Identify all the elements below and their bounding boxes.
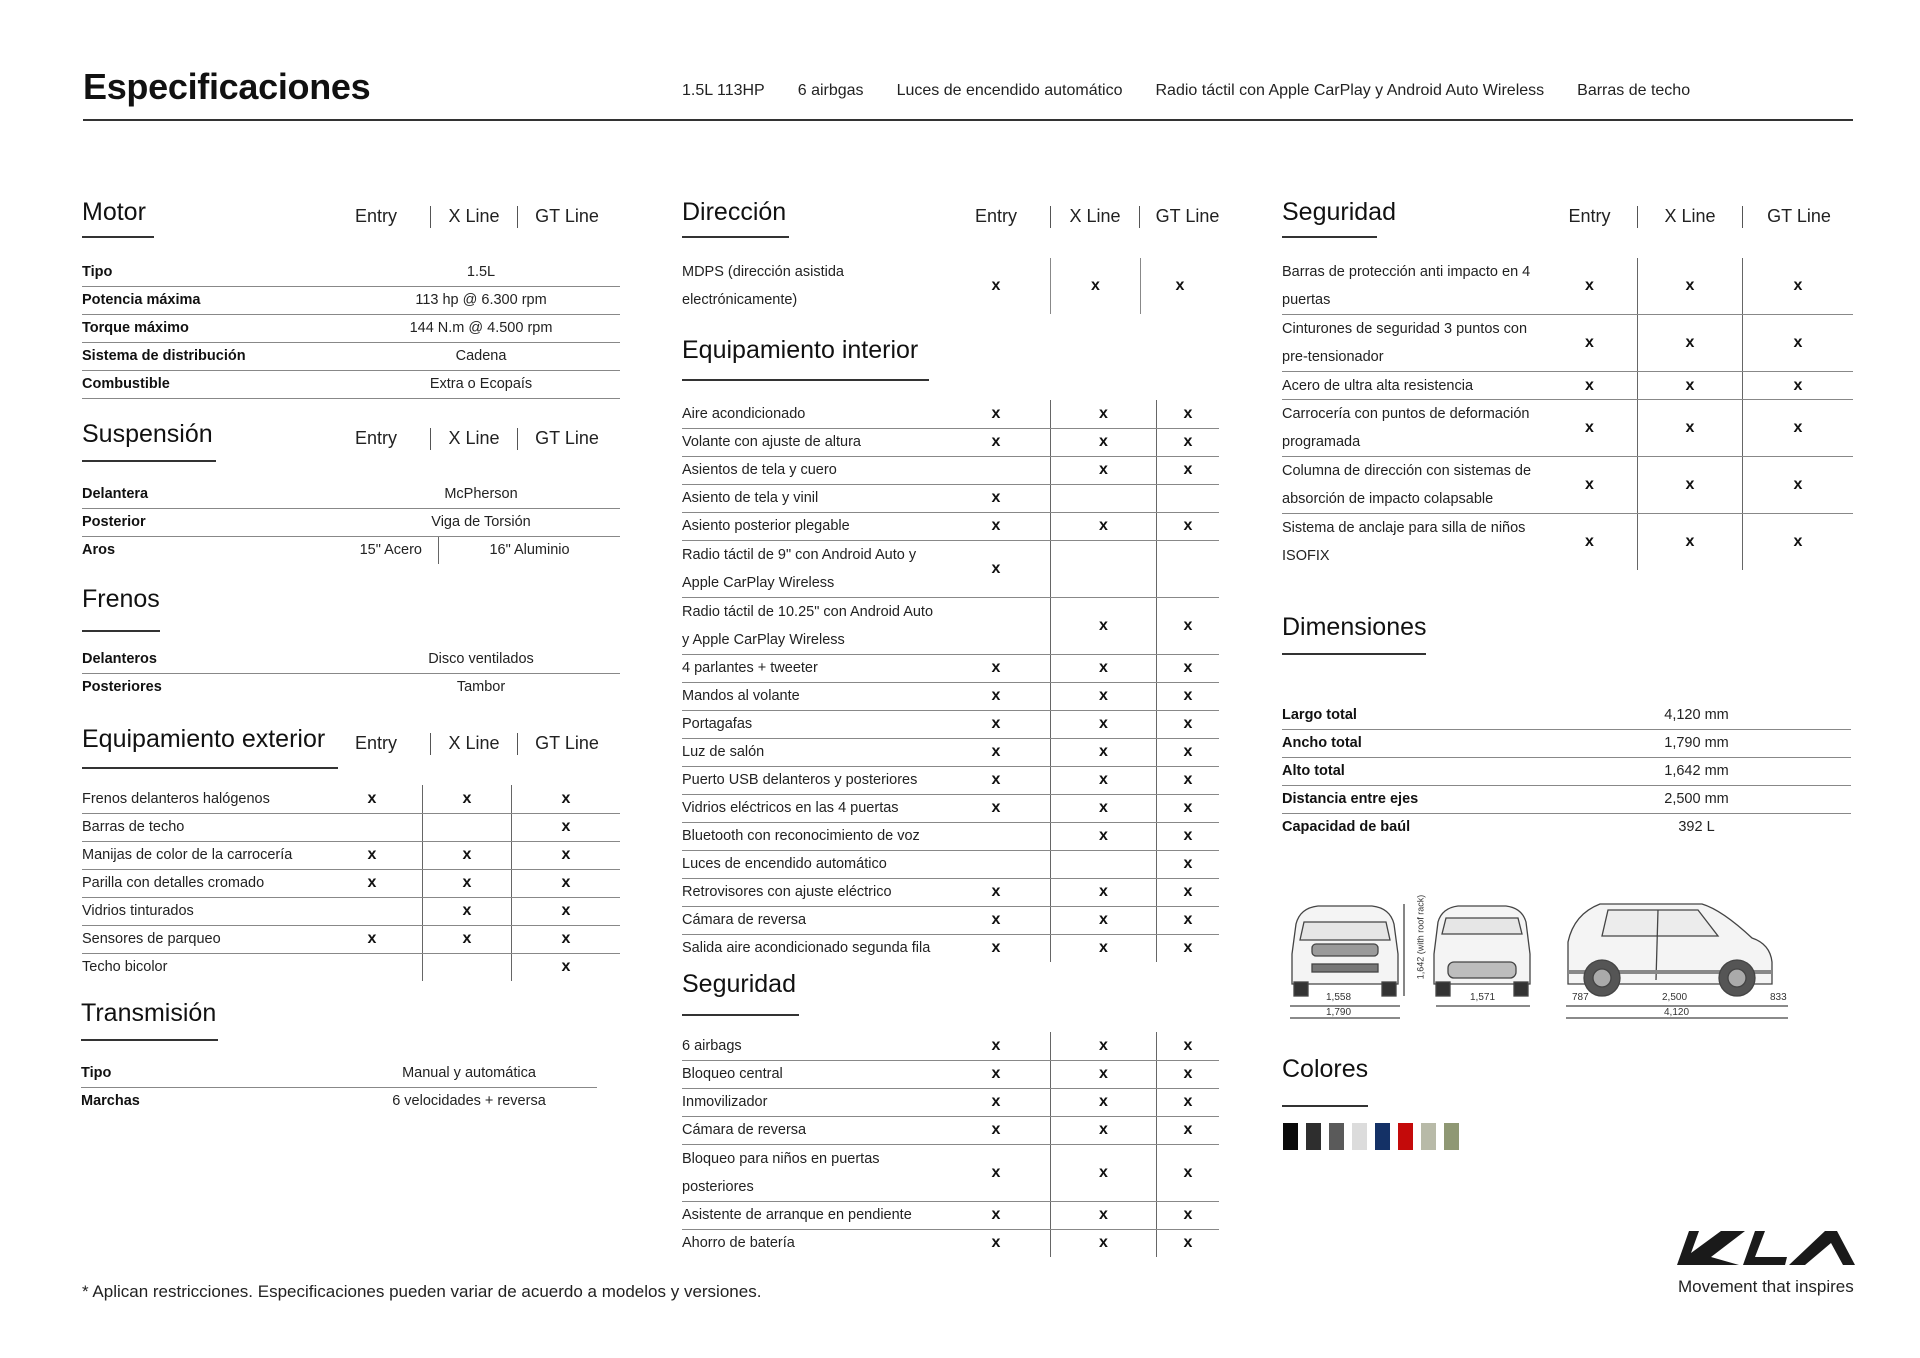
gtline-mark: x: [1157, 456, 1220, 484]
kia-logo-icon: [1677, 1225, 1855, 1269]
spec-label: Sistema de distribución: [82, 342, 342, 370]
gtline-mark: x: [1157, 1201, 1220, 1229]
gtline-mark: x: [1157, 428, 1220, 456]
xline-mark: x: [1051, 934, 1157, 962]
frenos-table: [82, 645, 620, 701]
trim-header: [322, 206, 616, 228]
section-underline: [1282, 1105, 1368, 1107]
entry-mark: x: [991, 939, 1001, 957]
spec-value: 1,642 mm: [1542, 757, 1851, 785]
section-underline: [82, 236, 154, 238]
trim-xline: X Line: [448, 206, 500, 226]
entry-mark: [322, 953, 423, 981]
spec-value: Tambor: [456, 679, 506, 696]
trim-xline: X Line: [448, 733, 500, 753]
spec-value: Disco ventilados: [342, 645, 620, 673]
xline-mark: x: [1051, 258, 1141, 314]
section-title: Seguridad: [682, 970, 796, 998]
xline-mark: x: [1051, 738, 1157, 766]
trim-entry: Entry: [1568, 206, 1611, 226]
gtline-mark: x: [1157, 654, 1220, 682]
spec-label: Tipo: [82, 258, 342, 286]
entry-mark: x: [1542, 315, 1638, 372]
trim-header: [322, 428, 616, 450]
spec-value: 1,790 mm: [1542, 729, 1851, 757]
front-width-label: 1,790: [1326, 1007, 1352, 1018]
entry-mark: x: [942, 1116, 1051, 1144]
spec-label: Aros: [82, 542, 116, 559]
trim-gtline: GT Line: [535, 206, 599, 226]
trim-header: [942, 206, 1235, 228]
entry-mark: x: [942, 1060, 1051, 1088]
spec-label: Combustible: [82, 370, 342, 398]
xline-mark: x: [1638, 514, 1743, 571]
xline-mark: x: [1051, 456, 1157, 484]
trim-gtline: GT Line: [1767, 206, 1831, 226]
gtline-mark: x: [1157, 794, 1220, 822]
color-swatches: [1283, 1123, 1459, 1150]
rear-track-label: 1,571: [1470, 992, 1496, 1003]
spec-value: 4,120 mm: [1542, 701, 1851, 729]
feature-label: Cinturones de seguridad 3 puntos con pre-tensionador: [1282, 315, 1542, 372]
height-label: 1,642 (with roof rack): [1415, 894, 1426, 980]
xline-mark: [1051, 540, 1157, 597]
xline-mark: x: [1051, 1060, 1157, 1088]
transmision-table: [81, 1059, 597, 1115]
feature-label: Carrocería con puntos de deformación programada: [1282, 400, 1542, 457]
xline-mark: x: [1051, 428, 1157, 456]
gtline-mark: x: [512, 925, 621, 953]
spec-value: 113 hp @ 6.300 rpm: [342, 286, 620, 314]
spec-value: 144 N.m @ 4.500 rpm: [342, 314, 620, 342]
feature-label: Barras de protección anti impacto en 4 puertas: [1282, 258, 1542, 315]
feature-label: Bluetooth con reconocimiento de voz: [682, 822, 942, 850]
xline-mark: x: [1051, 878, 1157, 906]
xline-mark: x: [1051, 710, 1157, 738]
spec-value: Manual y automática: [341, 1059, 597, 1087]
entry-mark: x: [942, 906, 1051, 934]
feature-label: Manijas de color de la carrocería: [82, 841, 322, 869]
entry-mark: x: [991, 277, 1001, 294]
gtline-mark: x: [1157, 682, 1220, 710]
xline-mark: [1051, 484, 1157, 512]
suspension-table: [82, 480, 620, 564]
section-title: Seguridad: [1282, 198, 1396, 226]
xline-mark: x: [423, 869, 512, 897]
rear-overhang-label: 833: [1770, 992, 1787, 1003]
entry-mark: [942, 822, 1051, 850]
gtline-mark: x: [1157, 934, 1220, 962]
section-motor: [82, 198, 620, 399]
spec-label: Alto total: [1282, 757, 1542, 785]
feature-label: Bloqueo para niños en puertas posteriores: [682, 1144, 942, 1201]
aros-other-value: 16" Aluminio: [439, 536, 621, 564]
entry-mark: x: [942, 1088, 1051, 1116]
entry-mark: [942, 456, 1051, 484]
color-swatch-red[interactable]: [1398, 1123, 1413, 1150]
feature-label: Puerto USB delanteros y posteriores: [682, 766, 942, 794]
trim-xline: X Line: [1664, 206, 1716, 226]
gtline-mark: x: [1743, 457, 1854, 514]
trim-entry: Entry: [354, 428, 397, 448]
feature-label: Luz de salón: [682, 738, 942, 766]
section-underline: [81, 1039, 218, 1041]
gtline-mark: x: [1157, 766, 1220, 794]
entry-mark: x: [942, 710, 1051, 738]
color-swatch-dark-gray[interactable]: [1306, 1123, 1321, 1150]
feature-label: Vidrios eléctricos en las 4 puertas: [682, 794, 942, 822]
entry-mark: x: [942, 1201, 1051, 1229]
gtline-mark: x: [1157, 1088, 1220, 1116]
gtline-mark: x: [1157, 1144, 1220, 1201]
entry-mark: x: [942, 1032, 1051, 1060]
gtline-mark: x: [1157, 512, 1220, 540]
entry-mark: x: [1542, 372, 1638, 400]
feature-label: Parilla con detalles cromado: [82, 869, 322, 897]
section-title: Suspensión: [82, 420, 213, 448]
feature-label: Retrovisores con ajuste eléctrico: [682, 878, 942, 906]
gtline-mark: x: [1157, 1229, 1220, 1257]
section-title: Frenos: [82, 585, 160, 613]
trim-xline: X Line: [448, 428, 500, 448]
spec-value: Cadena: [342, 342, 620, 370]
entry-mark: x: [942, 540, 1051, 597]
feature-label: Portagafas: [682, 710, 942, 738]
section-title: Motor: [82, 198, 146, 226]
entry-mark: x: [1542, 457, 1638, 514]
feature-label: Inmovilizador: [682, 1088, 942, 1116]
entry-mark: x: [942, 794, 1051, 822]
xline-mark: x: [1051, 512, 1157, 540]
kia-logo: [1677, 1225, 1855, 1274]
trim-header: [1542, 206, 1855, 228]
section-colores: [1282, 1055, 1582, 1103]
trim-xline: X Line: [1069, 206, 1121, 226]
feature-label: Salida aire acondicionado segunda fila: [682, 940, 931, 957]
feature-label: Columna de dirección con sistemas de absorción de impacto colapsable: [1282, 457, 1542, 514]
feature-label: Bloqueo central: [682, 1060, 942, 1088]
feature-label: Luces de encendido automático: [682, 850, 942, 878]
feature-label: Acero de ultra alta resistencia: [1282, 372, 1542, 400]
feature-label: Sistema de anclaje para silla de niños ISOFIX: [1282, 520, 1526, 564]
xline-mark: x: [1051, 654, 1157, 682]
xline-mark: [423, 953, 512, 981]
gtline-mark: x: [1743, 514, 1854, 571]
entry-mark: [942, 597, 1051, 654]
gtline-mark: x: [512, 897, 621, 925]
gtline-mark: x: [1157, 1032, 1220, 1060]
entry-mark: x: [1542, 400, 1638, 457]
trim-entry: Entry: [354, 206, 397, 226]
xline-mark: x: [1051, 682, 1157, 710]
entry-mark: x: [942, 766, 1051, 794]
entry-mark: [322, 813, 423, 841]
feature-label: MDPS (dirección asistida electrónicamente): [682, 264, 844, 308]
aros-entry-value: 15" Acero: [359, 542, 422, 559]
xline-mark: [423, 813, 512, 841]
feature-label: Volante con ajuste de altura: [682, 428, 942, 456]
entry-mark: x: [942, 400, 1051, 428]
spec-value: 2,500 mm: [1542, 785, 1851, 813]
spec-label: Ancho total: [1282, 729, 1542, 757]
xline-mark: x: [1051, 1032, 1157, 1060]
trim-entry: Entry: [354, 733, 397, 753]
entry-mark: x: [942, 1144, 1051, 1201]
trim-entry: Entry: [974, 206, 1017, 226]
xline-mark: x: [1051, 1144, 1157, 1201]
feature-label: Asiento de tela y vinil: [682, 484, 942, 512]
gtline-mark: x: [512, 813, 621, 841]
spec-label: Torque máximo: [82, 314, 342, 342]
seguridad-mid-table: [682, 1032, 1219, 1257]
gtline-mark: x: [1157, 1060, 1220, 1088]
entry-mark: x: [991, 1234, 1001, 1252]
gtline-mark: [1157, 540, 1220, 597]
spec-value: 1.5L: [342, 258, 620, 286]
section-equip-exterior: [82, 725, 620, 981]
color-swatch-beige[interactable]: [1421, 1123, 1436, 1150]
xline-mark: x: [1638, 372, 1743, 400]
xline-mark: x: [423, 897, 512, 925]
section-underline: [682, 379, 929, 381]
feature-label: Asiento posterior plegable: [682, 512, 942, 540]
feature-label: Frenos delanteros halógenos: [82, 785, 322, 813]
gtline-mark: x: [1157, 597, 1220, 654]
spec-label: Posterior: [82, 508, 342, 536]
entry-mark: x: [1542, 258, 1638, 315]
trim-gtline: GT Line: [1155, 206, 1220, 226]
feature-label: Techo bicolor: [82, 959, 168, 976]
page-title: Especificaciones: [83, 66, 371, 107]
xline-mark: x: [1051, 400, 1157, 428]
entry-mark: x: [1585, 533, 1594, 550]
gtline-mark: x: [512, 785, 621, 813]
feature-label: Cámara de reversa: [682, 1116, 942, 1144]
section-direccion: [682, 198, 1219, 314]
xline-mark: x: [1051, 794, 1157, 822]
highlights-bar: [682, 82, 1690, 100]
footnote: * Aplican restricciones. Especificaciones pueden variar de acuerdo a modelos y versiones.: [82, 1282, 762, 1301]
entry-mark: x: [942, 484, 1051, 512]
entry-mark: x: [942, 512, 1051, 540]
color-swatch-black[interactable]: [1283, 1123, 1298, 1150]
length-label: 4,120: [1664, 1007, 1690, 1018]
section-underline: [82, 630, 160, 632]
gtline-mark: x: [1157, 400, 1220, 428]
gtline-mark: x: [1157, 906, 1220, 934]
section-suspension: [82, 420, 620, 564]
highlight-item: Luces de encendido automático: [896, 82, 1123, 99]
gtline-mark: x: [1157, 1116, 1220, 1144]
front-track-label: 1,558: [1326, 992, 1352, 1003]
entry-mark: x: [942, 738, 1051, 766]
spec-label: Potencia máxima: [82, 286, 342, 314]
xline-mark: x: [423, 785, 512, 813]
car-dimension-diagram: [1282, 892, 1802, 1024]
trim-gtline: GT Line: [535, 428, 599, 448]
trim-gtline: GT Line: [535, 733, 599, 753]
xline-mark: x: [1051, 1201, 1157, 1229]
xline-mark: x: [1051, 1116, 1157, 1144]
xline-mark: x: [1051, 1088, 1157, 1116]
spec-value: Extra o Ecopaís: [342, 370, 620, 398]
spec-value: 392 L: [1678, 819, 1715, 836]
entry-mark: x: [942, 654, 1051, 682]
section-underline: [1282, 653, 1426, 655]
entry-mark: x: [942, 878, 1051, 906]
gtline-mark: x: [1157, 710, 1220, 738]
direccion-table: [682, 258, 1219, 314]
section-frenos: [82, 585, 620, 701]
feature-label: Sensores de parqueo: [82, 925, 322, 953]
gtline-mark: x: [1743, 400, 1854, 457]
xline-mark: x: [1051, 1229, 1157, 1257]
entry-mark: x: [322, 841, 423, 869]
section-seguridad-mid: [682, 970, 1219, 1257]
highlight-item: Radio táctil con Apple CarPlay y Android Auto Wireless: [1155, 82, 1545, 99]
gtline-mark: x: [1157, 822, 1220, 850]
section-underline: [82, 767, 338, 769]
color-swatch-blue[interactable]: [1375, 1123, 1390, 1150]
xline-mark: x: [1051, 822, 1157, 850]
section-title: Colores: [1282, 1055, 1369, 1083]
spec-label: Marchas: [81, 1093, 140, 1110]
feature-label: 4 parlantes + tweeter: [682, 654, 942, 682]
spec-value: Viga de Torsión: [342, 508, 620, 536]
section-transmision: [81, 999, 597, 1115]
motor-table: [82, 258, 620, 399]
entry-mark: x: [942, 682, 1051, 710]
xline-mark: x: [1638, 258, 1743, 315]
section-title: Dirección: [682, 198, 787, 226]
highlight-item: Barras de techo: [1577, 82, 1691, 99]
xline-mark: x: [1051, 597, 1157, 654]
equip-interior-table: [682, 400, 1219, 962]
spec-label: Largo total: [1282, 701, 1542, 729]
spec-value: McPherson: [342, 480, 620, 508]
gtline-mark: [1157, 484, 1220, 512]
gtline-mark: x: [1157, 878, 1220, 906]
feature-label: Ahorro de batería: [682, 1235, 795, 1252]
xline-mark: x: [1638, 457, 1743, 514]
xline-mark: [1051, 850, 1157, 878]
gtline-mark: x: [1743, 372, 1854, 400]
seguridad-right-table: [1282, 258, 1853, 570]
feature-label: Asistente de arranque en pendiente: [682, 1201, 942, 1229]
gtline-mark: x: [1141, 258, 1220, 314]
spec-label: Delantera: [82, 480, 342, 508]
color-swatch-olive[interactable]: [1444, 1123, 1459, 1150]
section-underline: [82, 460, 216, 462]
spec-label: Capacidad de baúl: [1282, 819, 1411, 836]
feature-label: Barras de techo: [82, 813, 322, 841]
xline-mark: x: [1638, 400, 1743, 457]
spec-label: Delanteros: [82, 645, 342, 673]
entry-mark: x: [322, 869, 423, 897]
gtline-mark: x: [512, 841, 621, 869]
gtline-mark: x: [1157, 738, 1220, 766]
trim-header: [322, 733, 616, 755]
highlight-item: 6 airbgas: [797, 82, 864, 99]
equip-exterior-table: [82, 785, 620, 981]
gtline-mark: x: [1157, 850, 1220, 878]
color-swatch-white[interactable]: [1352, 1123, 1367, 1150]
section-equip-interior: [682, 336, 1219, 962]
entry-mark: x: [322, 925, 423, 953]
section-underline: [682, 236, 789, 238]
feature-label: Cámara de reversa: [682, 906, 942, 934]
feature-label: 6 airbags: [682, 1032, 942, 1060]
header-divider: [83, 119, 1853, 121]
spec-label: Posteriores: [82, 679, 162, 696]
entry-mark: [322, 897, 423, 925]
feature-label: Radio táctil de 9" con Android Auto y Apple CarPlay Wireless: [682, 540, 942, 597]
section-underline: [682, 1014, 799, 1016]
car-outline-icon: [1282, 892, 1802, 1024]
wheelbase-label: 2,500: [1662, 992, 1688, 1003]
section-title: Dimensiones: [1282, 613, 1427, 641]
feature-label: Vidrios tinturados: [82, 897, 322, 925]
xline-mark: x: [1638, 315, 1743, 372]
entry-mark: x: [322, 785, 423, 813]
feature-label: Aire acondicionado: [682, 400, 942, 428]
section-seguridad-right: [1282, 198, 1853, 570]
entry-mark: [942, 850, 1051, 878]
feature-label: Radio táctil de 10.25" con Android Auto y Apple CarPlay Wireless: [682, 597, 942, 654]
gtline-mark: x: [1743, 258, 1854, 315]
xline-mark: x: [1051, 766, 1157, 794]
section-dimensiones: [1282, 613, 1851, 841]
xline-mark: x: [1051, 906, 1157, 934]
entry-mark: x: [942, 428, 1051, 456]
gtline-mark: x: [512, 953, 621, 981]
gtline-mark: x: [512, 869, 621, 897]
feature-label: Asientos de tela y cuero: [682, 456, 942, 484]
section-title: Transmisión: [81, 999, 217, 1027]
color-swatch-gray[interactable]: [1329, 1123, 1344, 1150]
gtline-mark: x: [1743, 315, 1854, 372]
spec-label: Distancia entre ejes: [1282, 785, 1542, 813]
front-overhang-label: 787: [1572, 992, 1589, 1003]
highlight-item: 1.5L 113HP: [682, 82, 765, 99]
section-underline: [1282, 236, 1377, 238]
xline-mark: x: [423, 925, 512, 953]
dimensiones-table: [1282, 701, 1851, 841]
brand-tagline: Movement that inspires: [1678, 1277, 1854, 1296]
xline-mark: x: [423, 841, 512, 869]
feature-label: Mandos al volante: [682, 682, 942, 710]
section-title: Equipamiento exterior: [82, 725, 326, 753]
spec-value: 6 velocidades + reversa: [392, 1093, 546, 1110]
spec-label: Tipo: [81, 1059, 341, 1087]
section-title: Equipamiento interior: [682, 336, 919, 364]
